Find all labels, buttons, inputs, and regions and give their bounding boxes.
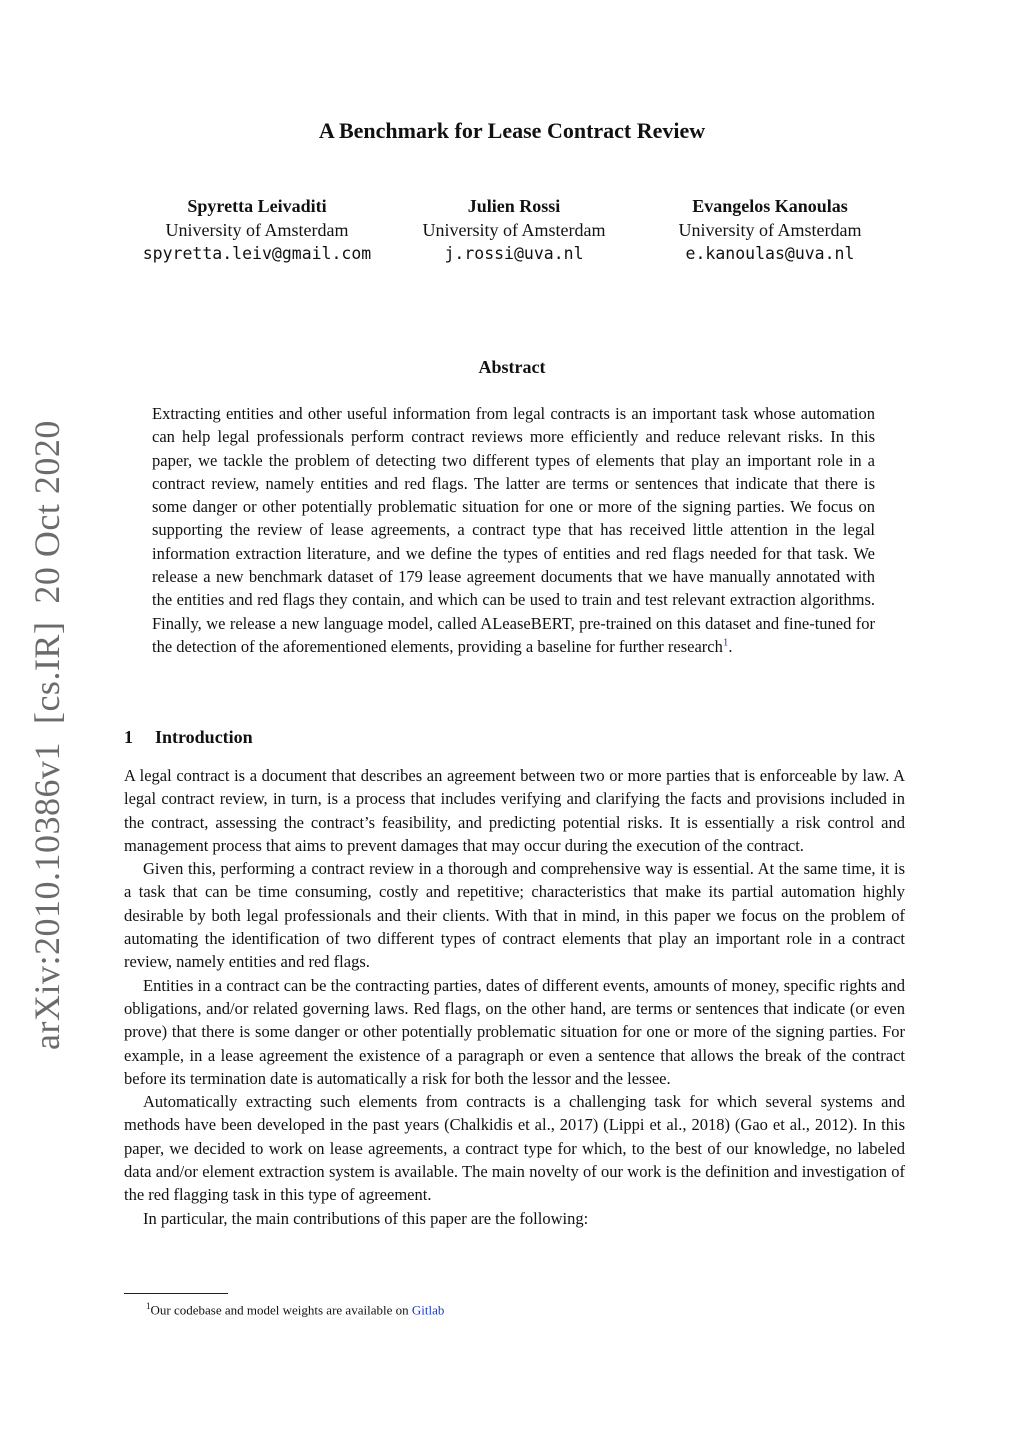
author-block [112, 194, 402, 266]
gitlab-link[interactable]: Gitlab [411, 1302, 445, 1318]
paragraph: In particular, the main contributions of this paper are the following: [143, 1208, 589, 1228]
abstract-body [152, 402, 875, 658]
author-name: Evangelos Kanoulas [692, 196, 848, 216]
footnote-text: Our codebase and model weights are available on [150, 1302, 412, 1318]
abstract-heading: Abstract [478, 357, 546, 377]
arxiv-id: arXiv:2010.10386v1 [27, 742, 67, 1050]
arxiv-date: 20 Oct 2020 [27, 420, 67, 604]
author-email[interactable]: j.rossi@uva.nl [444, 244, 584, 263]
arxiv-stamp [26, 402, 68, 1050]
author-name: Spyretta Leivaditi [187, 196, 327, 216]
author-name: Julien Rossi [467, 196, 561, 216]
paragraph: Automatically extracting such elements from contracts is a challenging task for which several systems and methods have been developed in the past years (Chalkidis et al., 2017) (Lippi et al., 2018) (Gao et al., 2012). In this paper, we decided to work on lease agreements, a contract type for which, to the best of our knowledge, no labeled data and/or element extraction system is available. The main novelty of our work is the definition and investigation of the red flagging task in this type of agreement. [124, 1092, 905, 1205]
author-affiliation: University of Amsterdam [678, 220, 862, 240]
footnote-mark: 1 [146, 1301, 151, 1311]
abstract-text: Extracting entities and other useful information from legal contracts is an important task whose automation can help legal professionals perform contract reviews more efficiently and reduce relevant risks. In this paper, we tackle the problem of detecting two different types of elements that play an important role in a contract review, namely entities and red flags. The latter are terms or sentences that indicate that there is some danger or other potentially problematic situation for one or more of the signing parties. We focus on supporting the review of lease agreements, a contract type that has received little attention in the legal information extraction literature, and we define the types of entities and red flags needed for that task. We release a new benchmark dataset of 179 lease agreement documents that we have manually annotated with the entities and red flags they contain, and which can be used to train and test relevant extraction algorithms. Finally, we release a new language model, called ALeaseBERT, pre-trained on this dataset and fine-tuned for the detection of the aforementioned elements, providing a baseline for further research [152, 404, 875, 656]
section-title: Introduction [155, 727, 253, 747]
author-block [398, 194, 630, 266]
footnote-link-1[interactable]: 1 [722, 636, 729, 649]
abstract-end: . [728, 636, 733, 656]
author-email[interactable]: spyretta.leiv@gmail.com [142, 244, 372, 263]
paragraph: Entities in a contract can be the contracting parties, dates of different events, amounts of money, specific rights and obligations, and/or related governing laws. Red flags, on the other hand, are terms or sentences that indicate (or even prove) that there is some danger or other potentially problematic situation for one or more of the signing parties. For example, in a lease agreement the existence of a paragraph or even a sentence that allows the break of the contract before its termination date is automatically a risk for both the lessor and the lessee. [124, 975, 905, 1088]
author-affiliation: University of Amsterdam [422, 220, 606, 240]
paragraph: A legal contract is a document that describes an agreement between two or more parties that is enforceable by law. A legal contract review, in turn, is a process that includes verifying and clarifying the facts and provisions included in the contract, assessing the contract’s feasibility, and predicting potential risks. It is essentially a risk control and management process that aims to prevent damages that may occur during the execution of the contract. [124, 766, 905, 855]
author-email[interactable]: e.kanoulas@uva.nl [685, 244, 855, 263]
arxiv-category: [cs.IR] [27, 621, 67, 725]
paper-title: A Benchmark for Lease Contract Review [318, 118, 706, 143]
author-affiliation: University of Amsterdam [165, 220, 349, 240]
author-block [650, 194, 890, 266]
section-number: 1 [124, 727, 133, 747]
footnote [146, 1297, 444, 1319]
introduction-body [124, 764, 905, 1230]
section-heading [124, 727, 253, 748]
paragraph: Given this, performing a contract review in a thorough and comprehensive way is essential. At the same time, it is a task that can be time consuming, costly and repetitive; characteristics that make its partial automation highly desirable by both legal professionals and their clients. With that in mind, in this paper we focus on the problem of automating the identification of two different types of contract elements that play an important role in a contract review, namely entities and red flags. [124, 859, 905, 972]
footnote-divider [124, 1293, 228, 1294]
